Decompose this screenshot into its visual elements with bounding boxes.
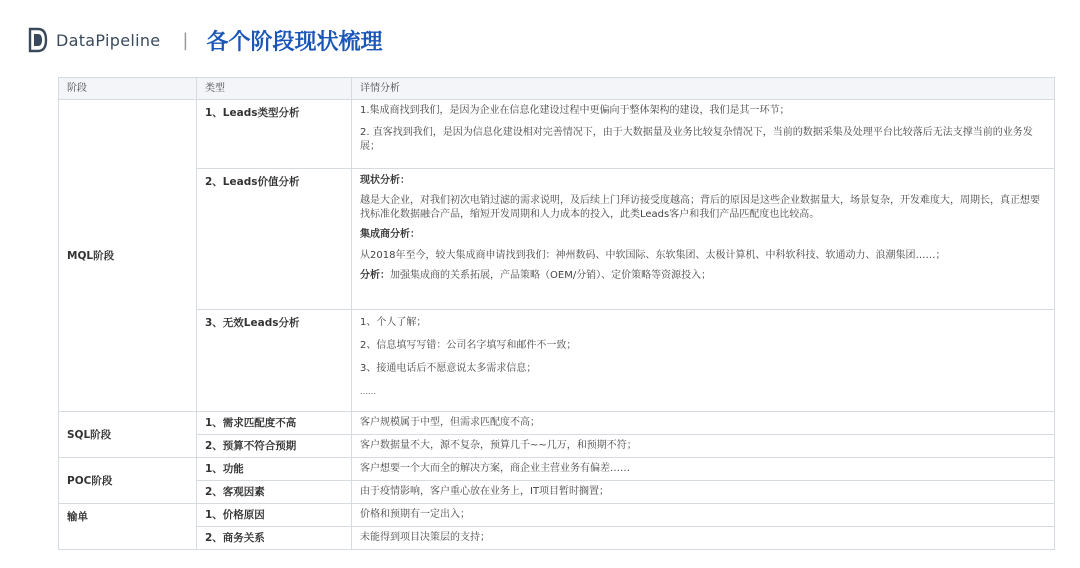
detail-line: 加强集成商的关系拓展，产品策略（OEM/分销）、定价策略等资源投入； [390, 270, 712, 281]
type-cell: 2、客观因素 [197, 481, 352, 504]
column-header-stage: 阶段 [59, 78, 197, 100]
type-cell: 1、功能 [197, 458, 352, 481]
stage-cell-mql: MQL阶段 [59, 100, 197, 412]
detail-line: …… [360, 387, 376, 396]
brand-name: DataPipeline [56, 30, 161, 50]
type-cell: 2、Leads价值分析 [197, 169, 352, 310]
detail-heading: 分析： [360, 270, 390, 281]
type-cell: 1、需求匹配度不高 [197, 412, 352, 435]
table-row [59, 412, 1055, 435]
stage-cell-poc: POC阶段 [59, 458, 197, 504]
table-row [59, 481, 1055, 504]
detail-line: 3、接通电话后不愿意说太多需求信息； [360, 363, 537, 374]
detail-line: 1、个人了解； [360, 317, 427, 328]
detail-line: 2、信息填写写错：公司名字填写和邮件不一致； [360, 340, 577, 351]
datapipeline-logo-icon [28, 27, 48, 53]
header-divider: | [182, 29, 189, 51]
detail-heading: 现状分析： [360, 175, 410, 186]
table-row [59, 527, 1055, 550]
detail-cell [352, 100, 1055, 169]
type-cell: 3、无效Leads分析 [197, 310, 352, 412]
detail-cell: 客户规模属于中型，但需求匹配度不高； [352, 412, 1055, 435]
table-row [59, 310, 1055, 412]
detail-heading: 集成商分析： [360, 229, 420, 240]
detail-cell [352, 169, 1055, 310]
detail-cell: 价格和预期有一定出入； [352, 504, 1055, 527]
status-table [58, 77, 1055, 550]
type-cell: 2、商务关系 [197, 527, 352, 550]
type-cell: 2、预算不符合预期 [197, 435, 352, 458]
page-header [28, 22, 383, 58]
column-header-type: 类型 [197, 78, 352, 100]
detail-cell: 由于疫情影响，客户重心放在业务上，IT项目暂时搁置； [352, 481, 1055, 504]
type-cell: 1、Leads类型分析 [197, 100, 352, 169]
detail-cell: 未能得到项目决策层的支持； [352, 527, 1055, 550]
detail-line: 2. 直客找到我们，是因为信息化建设相对完善情况下，由于大数据量及业务比较复杂情况下，当前的数据采集及处理平台比较落后无法支撑当前的业务发展； [360, 127, 1033, 152]
page-title: 各个阶段现状梳理 [206, 29, 383, 55]
stage-cell-sql: SQL阶段 [59, 412, 197, 458]
detail-line: 从2018年至今，较大集成商申请找到我们：神州数码、中软国际、东软集团、太极计算机、中科软科技、软通动力、浪潮集团……； [360, 250, 946, 261]
table-row [59, 100, 1055, 169]
type-cell: 1、价格原因 [197, 504, 352, 527]
table-row [59, 458, 1055, 481]
detail-cell [352, 310, 1055, 412]
detail-line: 越是大企业，对我们初次电销过滤的需求说明，及后续上门拜访接受度越高；背后的原因是这些企业数据量大，场景复杂，开发难度大，周期长，真正想要找标准化数据融合产品，缩短开发周期和人力成本的投入，此类Leads客户和我们产品匹配度也比较高。 [360, 195, 1040, 220]
table-row [59, 435, 1055, 458]
table-header-row [59, 78, 1055, 100]
detail-line: 1.集成商找到我们，是因为企业在信息化建设过程中更偏向于整体架构的建设，我们是其一环节； [360, 105, 790, 116]
table-row [59, 169, 1055, 310]
column-header-detail: 详情分析 [352, 78, 1055, 100]
table-row [59, 504, 1055, 527]
detail-cell: 客户数据量不大，源不复杂，预算几千~~几万，和预期不符； [352, 435, 1055, 458]
stage-cell-lost: 输单 [59, 504, 197, 550]
detail-cell: 客户想要一个大而全的解决方案，商企业主营业务有偏差…… [352, 458, 1055, 481]
